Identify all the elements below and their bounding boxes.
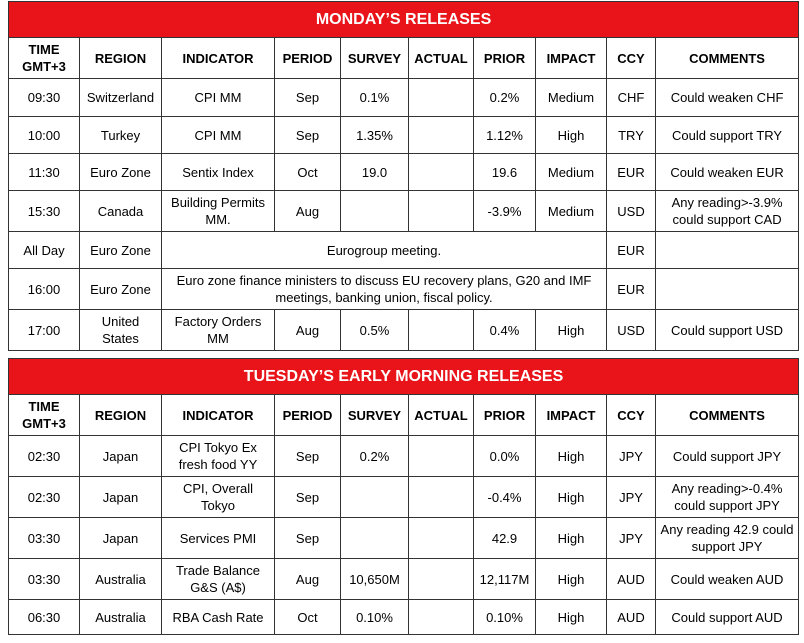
cell-region: Japan [80,477,162,518]
cell-prior: 0.10% [474,600,536,635]
column-header-indicator: INDICATOR [162,38,275,79]
cell-impact: High [536,117,607,154]
cell-actual [409,518,474,559]
cell-indicator: CPI MM [162,117,275,154]
release-row [9,600,799,635]
column-header-impact: IMPACT [536,38,607,79]
cell-survey: 0.1% [341,79,409,117]
cell-actual [409,117,474,154]
column-header-actual: ACTUAL [409,38,474,79]
event-description: Eurogroup meeting. [162,232,607,269]
cell-region: Euro Zone [80,269,162,310]
cell-prior: 0.2% [474,79,536,117]
release-row [9,436,799,477]
cell-survey [341,518,409,559]
cell-impact: High [536,477,607,518]
cell-period: Sep [275,117,341,154]
column-header-actual: ACTUAL [409,395,474,436]
tuesday-title: TUESDAY’S EARLY MORNING RELEASES [9,359,799,395]
cell-comments: Could support USD [656,310,799,351]
cell-ccy: USD [607,191,656,232]
column-header-time: TIME GMT+3 [9,38,80,79]
tuesday-table-body [9,359,799,635]
cell-comments: Could weaken AUD [656,559,799,600]
cell-actual [409,559,474,600]
cell-comments: Could support TRY [656,117,799,154]
cell-survey [341,191,409,232]
release-row [9,79,799,117]
column-header-comments: COMMENTS [656,395,799,436]
cell-time: 02:30 [9,436,80,477]
cell-ccy: JPY [607,477,656,518]
cell-comments: Any reading 42.9 could support JPY [656,518,799,559]
cell-prior: 0.4% [474,310,536,351]
cell-actual [409,600,474,635]
cell-time: 06:30 [9,600,80,635]
cell-impact: High [536,436,607,477]
event-row [9,269,799,310]
cell-time: 11:30 [9,154,80,191]
cell-period: Aug [275,559,341,600]
column-header-ccy: CCY [607,395,656,436]
cell-survey: 10,650M [341,559,409,600]
cell-indicator: Services PMI [162,518,275,559]
cell-period: Oct [275,600,341,635]
cell-impact: High [536,518,607,559]
cell-comments: Any reading>-0.4% could support JPY [656,477,799,518]
cell-prior: 1.12% [474,117,536,154]
monday-releases-table [8,1,799,351]
column-header-survey: SURVEY [341,395,409,436]
cell-prior: -0.4% [474,477,536,518]
cell-actual [409,436,474,477]
column-header-prior: PRIOR [474,395,536,436]
monday-banner-row [9,2,799,38]
cell-ccy: JPY [607,436,656,477]
cell-survey: 0.2% [341,436,409,477]
cell-region: Euro Zone [80,154,162,191]
cell-indicator: Trade Balance G&S (A$) [162,559,275,600]
cell-indicator: RBA Cash Rate [162,600,275,635]
column-header-period: PERIOD [275,395,341,436]
cell-period: Sep [275,79,341,117]
column-header-comments: COMMENTS [656,38,799,79]
cell-ccy: AUD [607,600,656,635]
cell-impact: Medium [536,154,607,191]
cell-survey: 0.5% [341,310,409,351]
cell-survey: 19.0 [341,154,409,191]
cell-impact: Medium [536,79,607,117]
tuesday-header-row [9,395,799,436]
cell-region: United States [80,310,162,351]
column-header-impact: IMPACT [536,395,607,436]
column-header-survey: SURVEY [341,38,409,79]
cell-survey: 0.10% [341,600,409,635]
cell-time: 16:00 [9,269,80,310]
cell-prior: 19.6 [474,154,536,191]
cell-comments [656,232,799,269]
release-row [9,310,799,351]
cell-indicator: CPI Tokyo Ex fresh food YY [162,436,275,477]
release-row [9,559,799,600]
cell-impact: High [536,310,607,351]
cell-comments: Could weaken CHF [656,79,799,117]
cell-prior: 12,117M [474,559,536,600]
cell-prior: 0.0% [474,436,536,477]
cell-survey: 1.35% [341,117,409,154]
cell-ccy: TRY [607,117,656,154]
cell-region: Canada [80,191,162,232]
release-row [9,191,799,232]
cell-indicator: Sentix Index [162,154,275,191]
cell-indicator: Building Permits MM. [162,191,275,232]
cell-ccy: AUD [607,559,656,600]
cell-period: Sep [275,518,341,559]
release-row [9,117,799,154]
release-row [9,518,799,559]
monday-table-body [9,2,799,351]
column-header-region: REGION [80,395,162,436]
cell-time: 02:30 [9,477,80,518]
cell-comments: Any reading>-3.9% could support CAD [656,191,799,232]
column-header-region: REGION [80,38,162,79]
cell-period: Sep [275,436,341,477]
cell-region: Turkey [80,117,162,154]
tuesday-banner-row [9,359,799,395]
cell-actual [409,191,474,232]
cell-actual [409,310,474,351]
release-row [9,154,799,191]
cell-period: Aug [275,310,341,351]
cell-period: Oct [275,154,341,191]
cell-time: 03:30 [9,559,80,600]
cell-prior: -3.9% [474,191,536,232]
cell-region: Australia [80,559,162,600]
cell-comments [656,269,799,310]
cell-actual [409,477,474,518]
cell-time: All Day [9,232,80,269]
cell-period: Aug [275,191,341,232]
cell-ccy: EUR [607,269,656,310]
column-header-indicator: INDICATOR [162,395,275,436]
cell-region: Japan [80,518,162,559]
column-header-ccy: CCY [607,38,656,79]
cell-indicator: Factory Orders MM [162,310,275,351]
cell-comments: Could support AUD [656,600,799,635]
cell-time: 17:00 [9,310,80,351]
cell-actual [409,154,474,191]
cell-comments: Could weaken EUR [656,154,799,191]
cell-ccy: EUR [607,154,656,191]
cell-prior: 42.9 [474,518,536,559]
cell-impact: High [536,600,607,635]
cell-actual [409,79,474,117]
cell-time: 15:30 [9,191,80,232]
release-row [9,477,799,518]
cell-indicator: CPI, Overall Tokyo [162,477,275,518]
cell-comments: Could support JPY [656,436,799,477]
column-header-period: PERIOD [275,38,341,79]
cell-time: 10:00 [9,117,80,154]
monday-title: MONDAY’S RELEASES [9,2,799,38]
cell-ccy: CHF [607,79,656,117]
cell-ccy: EUR [607,232,656,269]
event-description: Euro zone finance ministers to discuss EU recovery plans, G20 and IMF meetings, banking union, fiscal policy. [162,269,607,310]
event-row [9,232,799,269]
tuesday-releases-table [8,358,799,635]
cell-survey [341,477,409,518]
cell-period: Sep [275,477,341,518]
cell-ccy: USD [607,310,656,351]
column-header-time: TIME GMT+3 [9,395,80,436]
cell-ccy: JPY [607,518,656,559]
cell-indicator: CPI MM [162,79,275,117]
cell-time: 09:30 [9,79,80,117]
cell-region: Switzerland [80,79,162,117]
monday-header-row [9,38,799,79]
cell-region: Australia [80,600,162,635]
cell-impact: Medium [536,191,607,232]
cell-impact: High [536,559,607,600]
cell-region: Japan [80,436,162,477]
cell-region: Euro Zone [80,232,162,269]
cell-time: 03:30 [9,518,80,559]
column-header-prior: PRIOR [474,38,536,79]
